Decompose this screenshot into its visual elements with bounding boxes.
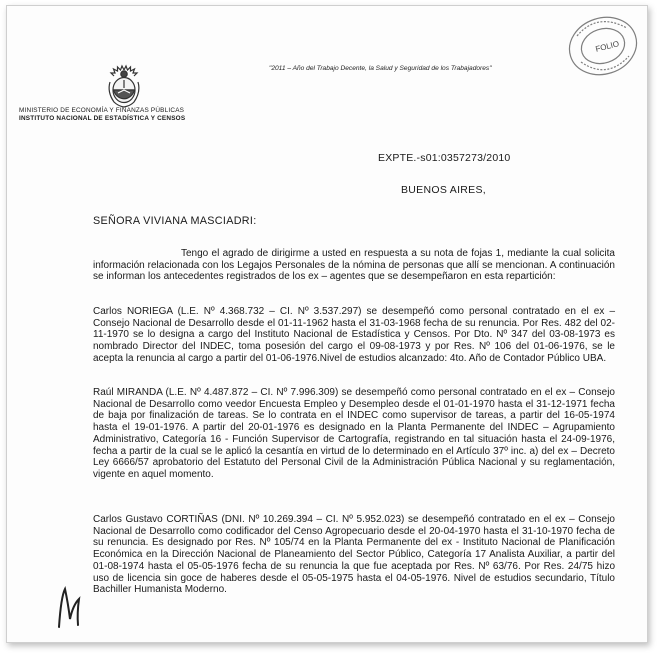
city-date-line: BUENOS AIRES, (401, 184, 487, 196)
recipient-salutation: SEÑORA VIVIANA MASCIADRI: (93, 215, 257, 227)
stamp-label: FOLIO (594, 39, 620, 54)
handwritten-initial-icon (55, 583, 95, 633)
intro-paragraph: Tengo el agrado de dirigirme a usted en respuesta a su nota de fojas 1, mediante la cual solicita información relacionada con los Legajos Personales de la nómina de personas que allí se mencionan. A continuación se informan los antecedentes registrados de los ex – agentes que se desempeñaron en esta repartición: (93, 248, 615, 283)
ministry-name: MINISTERIO DE ECONOMÍA Y FINANZAS PÚBLICAS (19, 107, 185, 114)
expediente-number: EXPTE.-s01:0357273/2010 (378, 152, 511, 164)
folio-stamp-icon (559, 12, 643, 82)
national-coat-of-arms-icon (104, 64, 144, 108)
miranda-paragraph: Raúl MIRANDA (L.E. Nº 4.487.872 – CI. Nº 7.996.309) se desempeñó como personal contratado en el ex – Consejo Nacional de Desarrollo como veedor Encuesta Empleo y Desempleo desde el 01-01-1970 hasta el 31-12-1971 fecha de baja por finalización de tareas. Se lo contrata en el INDEC como supervisor de tareas, a partir del 16-05-1974 hasta el 19-01-1976. A partir del 20-01-1976 es designado en la Planta Permanente del INDEC – Agrupamiento Administrativo, Categoría 16 - Función Supervisor de Cartografía, registrando en tal situación hasta el 24-09-1976, fecha a partir de la cual se le aplicó la cesantía en virtud de lo determinado en el Artículo 37º inc. a) del ex – Decreto Ley 6666/57 aprobatorio del Estatuto del Personal Civil de la Administración Pública Nacional y su reglamentación, vigente en aquel momento. (93, 387, 615, 480)
institute-name: INSTITUTO NACIONAL DE ESTADÍSTICA Y CENSOS (19, 115, 186, 122)
cortinas-paragraph: Carlos Gustavo CORTIÑAS (DNI. Nº 10.269.394 – CI. Nº 5.952.023) se desempeñó contratado en el ex – Consejo Nacional de Desarrollo como codificador del Censo Agropecuario desde el 20-04-1970 hasta el 31-10-1970 fecha de su renuncia. Es designado por Res. Nº 105/74 en la Planta Permanente del ex - Instituto Nacional de Planificación Económica en la Dirección Nacional de Planeamiento del Sector Público, Categoría 17 Analista Auxiliar, a partir del 01-08-1974 hasta el 05-05-1976 fecha de su renuncia la que fue aceptada por Res. Nº 63/76. Por Res. 24/75 hizo uso de licencia sin goce de haberes desde el 05-05-1975 hasta el 04-05-1976. Nivel de estudios secundario, Título Bachiller Humanista Moderno. (93, 514, 615, 596)
document-page (6, 5, 648, 643)
noriega-paragraph: Carlos NORIEGA (L.E. Nº 4.368.732 – CI. Nº 3.537.297) se desempeñó como personal contratado en el ex – Consejo Nacional de Desarrollo desde el 01-11-1962 hasta el 31-03-1968 fecha de su renuncia. Por Res. 482 del 02-11-1970 se lo designa a cargo del Instituto Nacional de Estadística y Censos. Por Dto. Nº 347 del 03-08-1973 es nombrado Director del INDEC, toma posesión del cargo el 09-08-1973 y por Res. Nº 106 del 01-06-1976, se le acepta la renuncia al cargo a partir del 01-06-1976.Nivel de estudios alcanzado: 4to. Año de Contador Público UBA. (93, 306, 615, 364)
ministry-header (19, 107, 185, 123)
year-motto: "2011 – Año del Trabajo Decente, la Salud y Seguridad de los Trabajadores" (269, 65, 492, 72)
